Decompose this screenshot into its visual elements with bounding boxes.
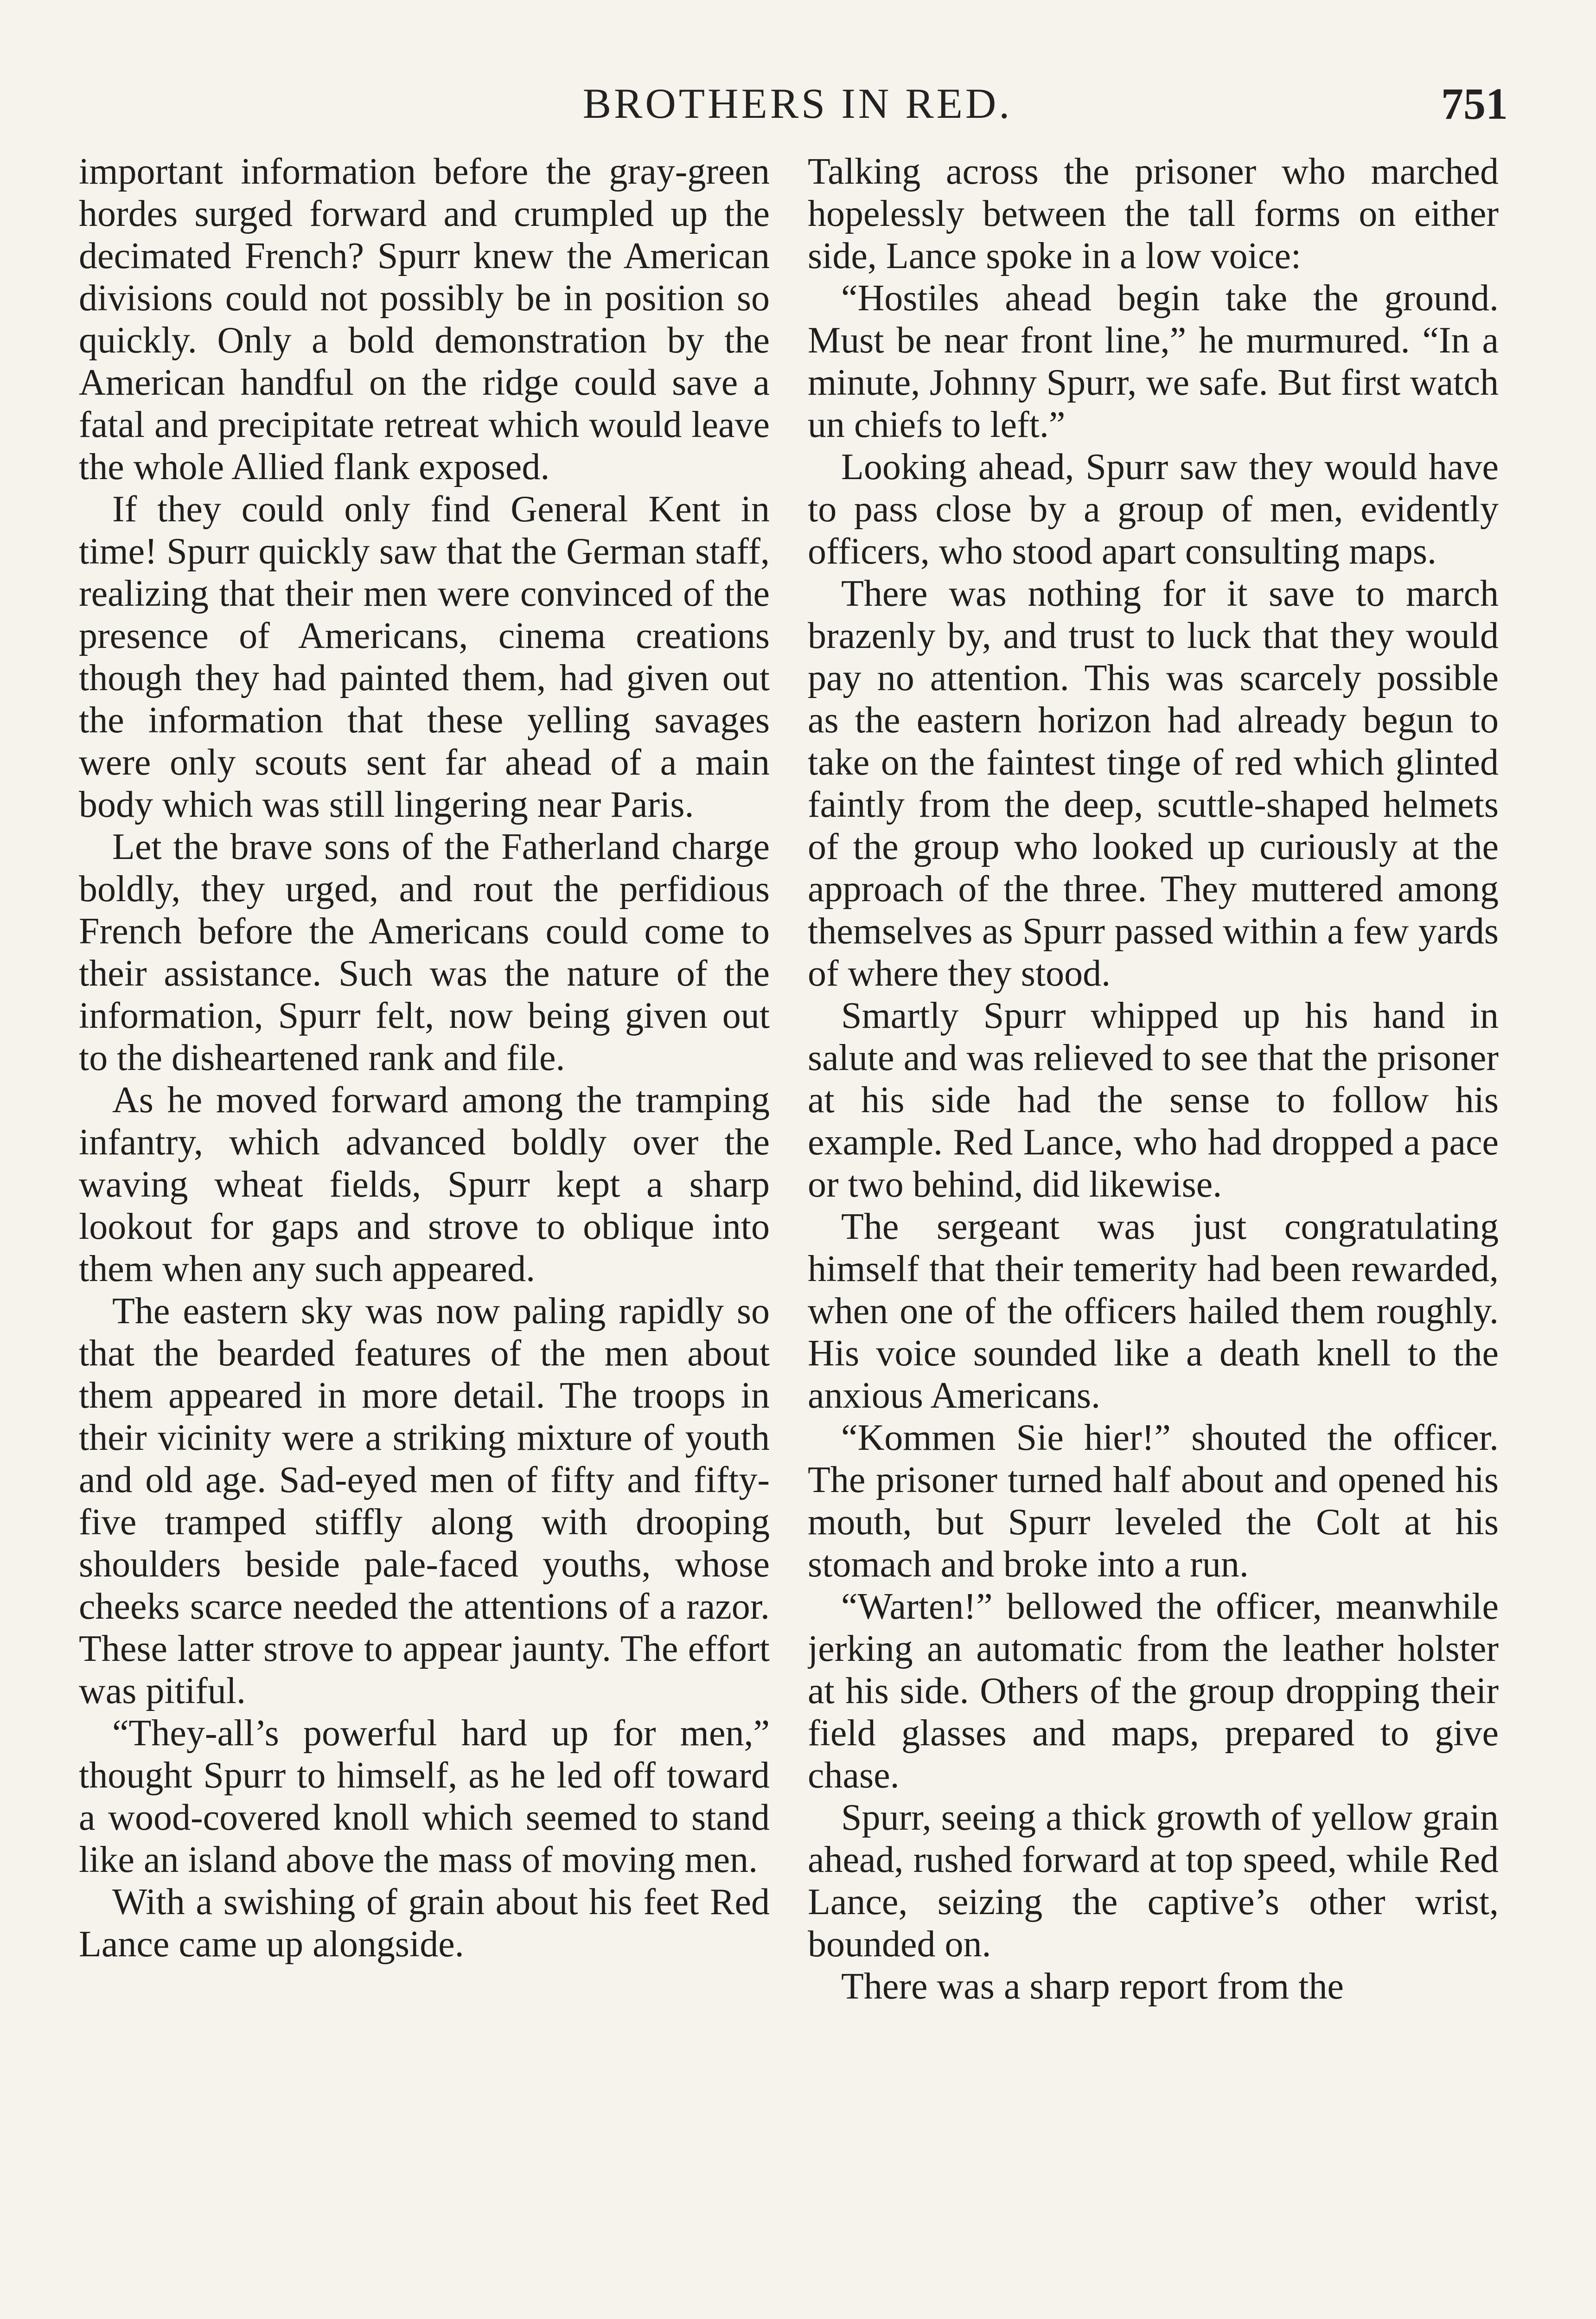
paragraph: Smartly Spurr whipped up his hand in salute and was relieved to see that the prisoner at his side had the sense to follow his example. Red Lance, who had dropped a pace or two behind, did likewise. (808, 995, 1499, 1205)
paragraph: The sergeant was just congratulating himself that their temerity had been rewarded, when one of the officers hailed them roughly. His voice sounded like a death knell to the anxious Americans. (808, 1206, 1499, 1416)
paragraph: As he moved forward among the tramping infantry, which advanced boldly over the waving wheat fields, Spurr kept a sharp lookout for gaps and strove to oblique into them when any such appeared. (79, 1080, 770, 1289)
paragraph: Talking across the prisoner who marched hopelessly between the tall forms on either side, Lance spoke in a low voice: (808, 151, 1499, 276)
paragraph: “They-all’s powerful hard up for men,” thought Spurr to himself, as he led off toward a wood-covered knoll which seemed to stand like an island above the mass of moving men. (79, 1713, 770, 1880)
paragraph: With a swishing of grain about his feet Red Lance came up alongside. (79, 1882, 770, 1965)
page-number: 751 (1441, 79, 1508, 128)
paragraph: “Hostiles ahead begin take the ground. Must be near front line,” he murmured. “In a minute, Johnny Spurr, we safe. But first watch un chiefs to left.” (808, 278, 1499, 445)
paragraph: If they could only find General Kent in time! Spurr quickly saw that the German staff, realizing that their men were convinced of the presence of Americans, cinema creations though they had painted them, had given out the information that these yelling savages were only scouts sent far ahead of a main body which was still lingering near Paris. (79, 489, 770, 825)
paragraph: There was a sharp report from the (841, 1966, 1344, 2007)
paragraph: Looking ahead, Spurr saw they would have to pass close by a group of men, evidently officers, who stood apart consulting maps. (808, 447, 1499, 572)
paragraph: Spurr, seeing a thick growth of yellow grain ahead, rushed forward at top speed, while Red Lance, seizing the captive’s other wrist, bounded on. (808, 1797, 1499, 1965)
right-column (808, 151, 1499, 2319)
paragraph: The eastern sky was now paling rapidly so that the bearded features of the men about them appeared in more detail. The troops in their vicinity were a striking mixture of youth and old age. Sad-eyed men of fifty and fifty-five tramped stiffly along with drooping shoulders beside pale-faced youths, whose cheeks scarce needed the attentions of a razor. These latter strove to appear jaunty. The effort was pitiful. (79, 1291, 770, 1711)
paragraph: important information before the gray-green hordes surged forward and crumpled up the decimated French? Spurr knew the American divisions could not possibly be in position so quickly. Only a bold demonstration by the American handful on the ridge could save a fatal and precipitate retreat which would leave the whole Allied flank exposed. (79, 151, 770, 487)
paragraph: “Warten!” bellowed the officer, meanwhile jerking an automatic from the leather holster at his side. Others of the group dropping their field glasses and maps, prepared to give chase. (808, 1586, 1499, 1796)
paragraph: “Kommen Sie hier!” shouted the officer. The prisoner turned half about and opened his mouth, but Spurr leveled the Colt at his stomach and broke into a run. (808, 1417, 1499, 1585)
left-column (79, 151, 770, 2319)
paragraph: Let the brave sons of the Fatherland charge boldly, they urged, and rout the perfidious French before the Americans could come to their assistance. Such was the nature of the information, Spurr felt, now being given out to the disheartened rank and file. (79, 826, 770, 1078)
paragraph: There was nothing for it save to march brazenly by, and trust to luck that they would pay no attention. This was scarcely possible as the eastern horizon had already begun to take on the faintest tinge of red which glinted faintly from the deep, scuttle-shaped helmets of the group who looked up curiously at the approach of the three. They muttered among themselves as Spurr passed within a few yards of where they stood. (808, 573, 1499, 994)
running-head-title: BROTHERS IN RED. (582, 80, 1013, 127)
